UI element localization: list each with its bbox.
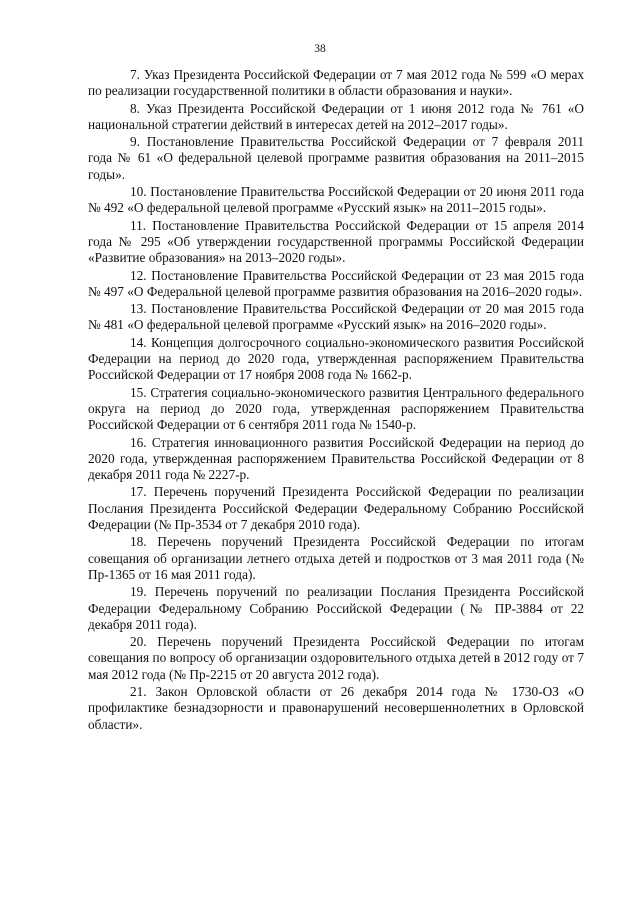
reference-list <box>88 67 584 734</box>
list-item: 8. Указ Президента Российской Федерации от 1 июня 2012 года № 761 «О национальной стратегии действий в интересах детей на 2012–2017 годы». <box>88 100 584 132</box>
list-item: 20. Перечень поручений Президента Российской Федерации по итогам совещания по вопросу об организации оздоровительного отдыха детей в 2012 году от 7 мая 2012 года (№ Пр-2215 от 20 августа 2012 года). <box>88 634 584 682</box>
list-item: 16. Стратегия инновационного развития Российской Федерации на период до 2020 года, утвержденная распоряжением Правительства Российской Федерации от 8 декабря 2011 года № 2227-р. <box>88 434 584 483</box>
list-item: 15. Стратегия социально-экономического развития Центрального федерального округа на период до 2020 года, утвержденная распоряжением Правительства Российской Федерации от 6 сентября 2011 года № 1540-р. <box>88 384 584 433</box>
list-item: 10. Постановление Правительства Российской Федерации от 20 июня 2011 года № 492 «О федеральной целевой программе «Русский язык» на 2011–2015 годы». <box>88 184 584 216</box>
list-item: 11. Постановление Правительства Российской Федерации от 15 апреля 2014 года № 295 «Об утверждении государственной программы Российской Федерации «Развитие образования» на 2013–2020 годы». <box>88 217 584 266</box>
list-item: 9. Постановление Правительства Российской Федерации от 7 февраля 2011 года № 61 «О федеральной целевой программе развития образования на 2011–2015 годы». <box>88 134 584 182</box>
list-item: 17. Перечень поручений Президента Российской Федерации по реализации Послания Президента Российской Федерации Федеральному Собранию Российской Федерации (№ Пр-3534 от 7 декабря 2010 года). <box>88 484 584 533</box>
page-number: 38 <box>314 43 326 55</box>
list-item: 14. Концепция долгосрочного социально-экономического развития Российской Федерации на период до 2020 года, утвержденная распоряжением Правительства Российской Федерации от 17 ноября 2008 года № 1662-р. <box>88 334 584 383</box>
list-item: 19. Перечень поручений по реализации Послания Президента Российской Федерации Федеральному Собранию Российской Федерации (№ ПР-3884 от 22 декабря 2011 года). <box>88 584 584 632</box>
list-item: 21. Закон Орловской области от 26 декабря 2014 года № 1730-ОЗ «О профилактике безнадзорности и правонарушений несовершеннолетних в Орловской области». <box>88 683 584 732</box>
list-item: 12. Постановление Правительства Российской Федерации от 23 мая 2015 года № 497 «О Федеральной целевой программе развития образования на 2016–2020 годы». <box>88 267 584 299</box>
list-item: 13. Постановление Правительства Российской Федерации от 20 мая 2015 года № 481 «О федеральной целевой программе «Русский язык» на 2016–2020 годы». <box>88 301 584 333</box>
list-item: 7. Указ Президента Российской Федерации от 7 мая 2012 года № 599 «О мерах по реализации государственной политики в области образования и науки». <box>88 67 584 99</box>
list-item: 18. Перечень поручений Президента Российской Федерации по итогам совещания об организации летнего отдыха детей и подростков от 3 мая 2011 года (№ Пр-1365 от 16 мая 2011 года). <box>88 534 584 582</box>
